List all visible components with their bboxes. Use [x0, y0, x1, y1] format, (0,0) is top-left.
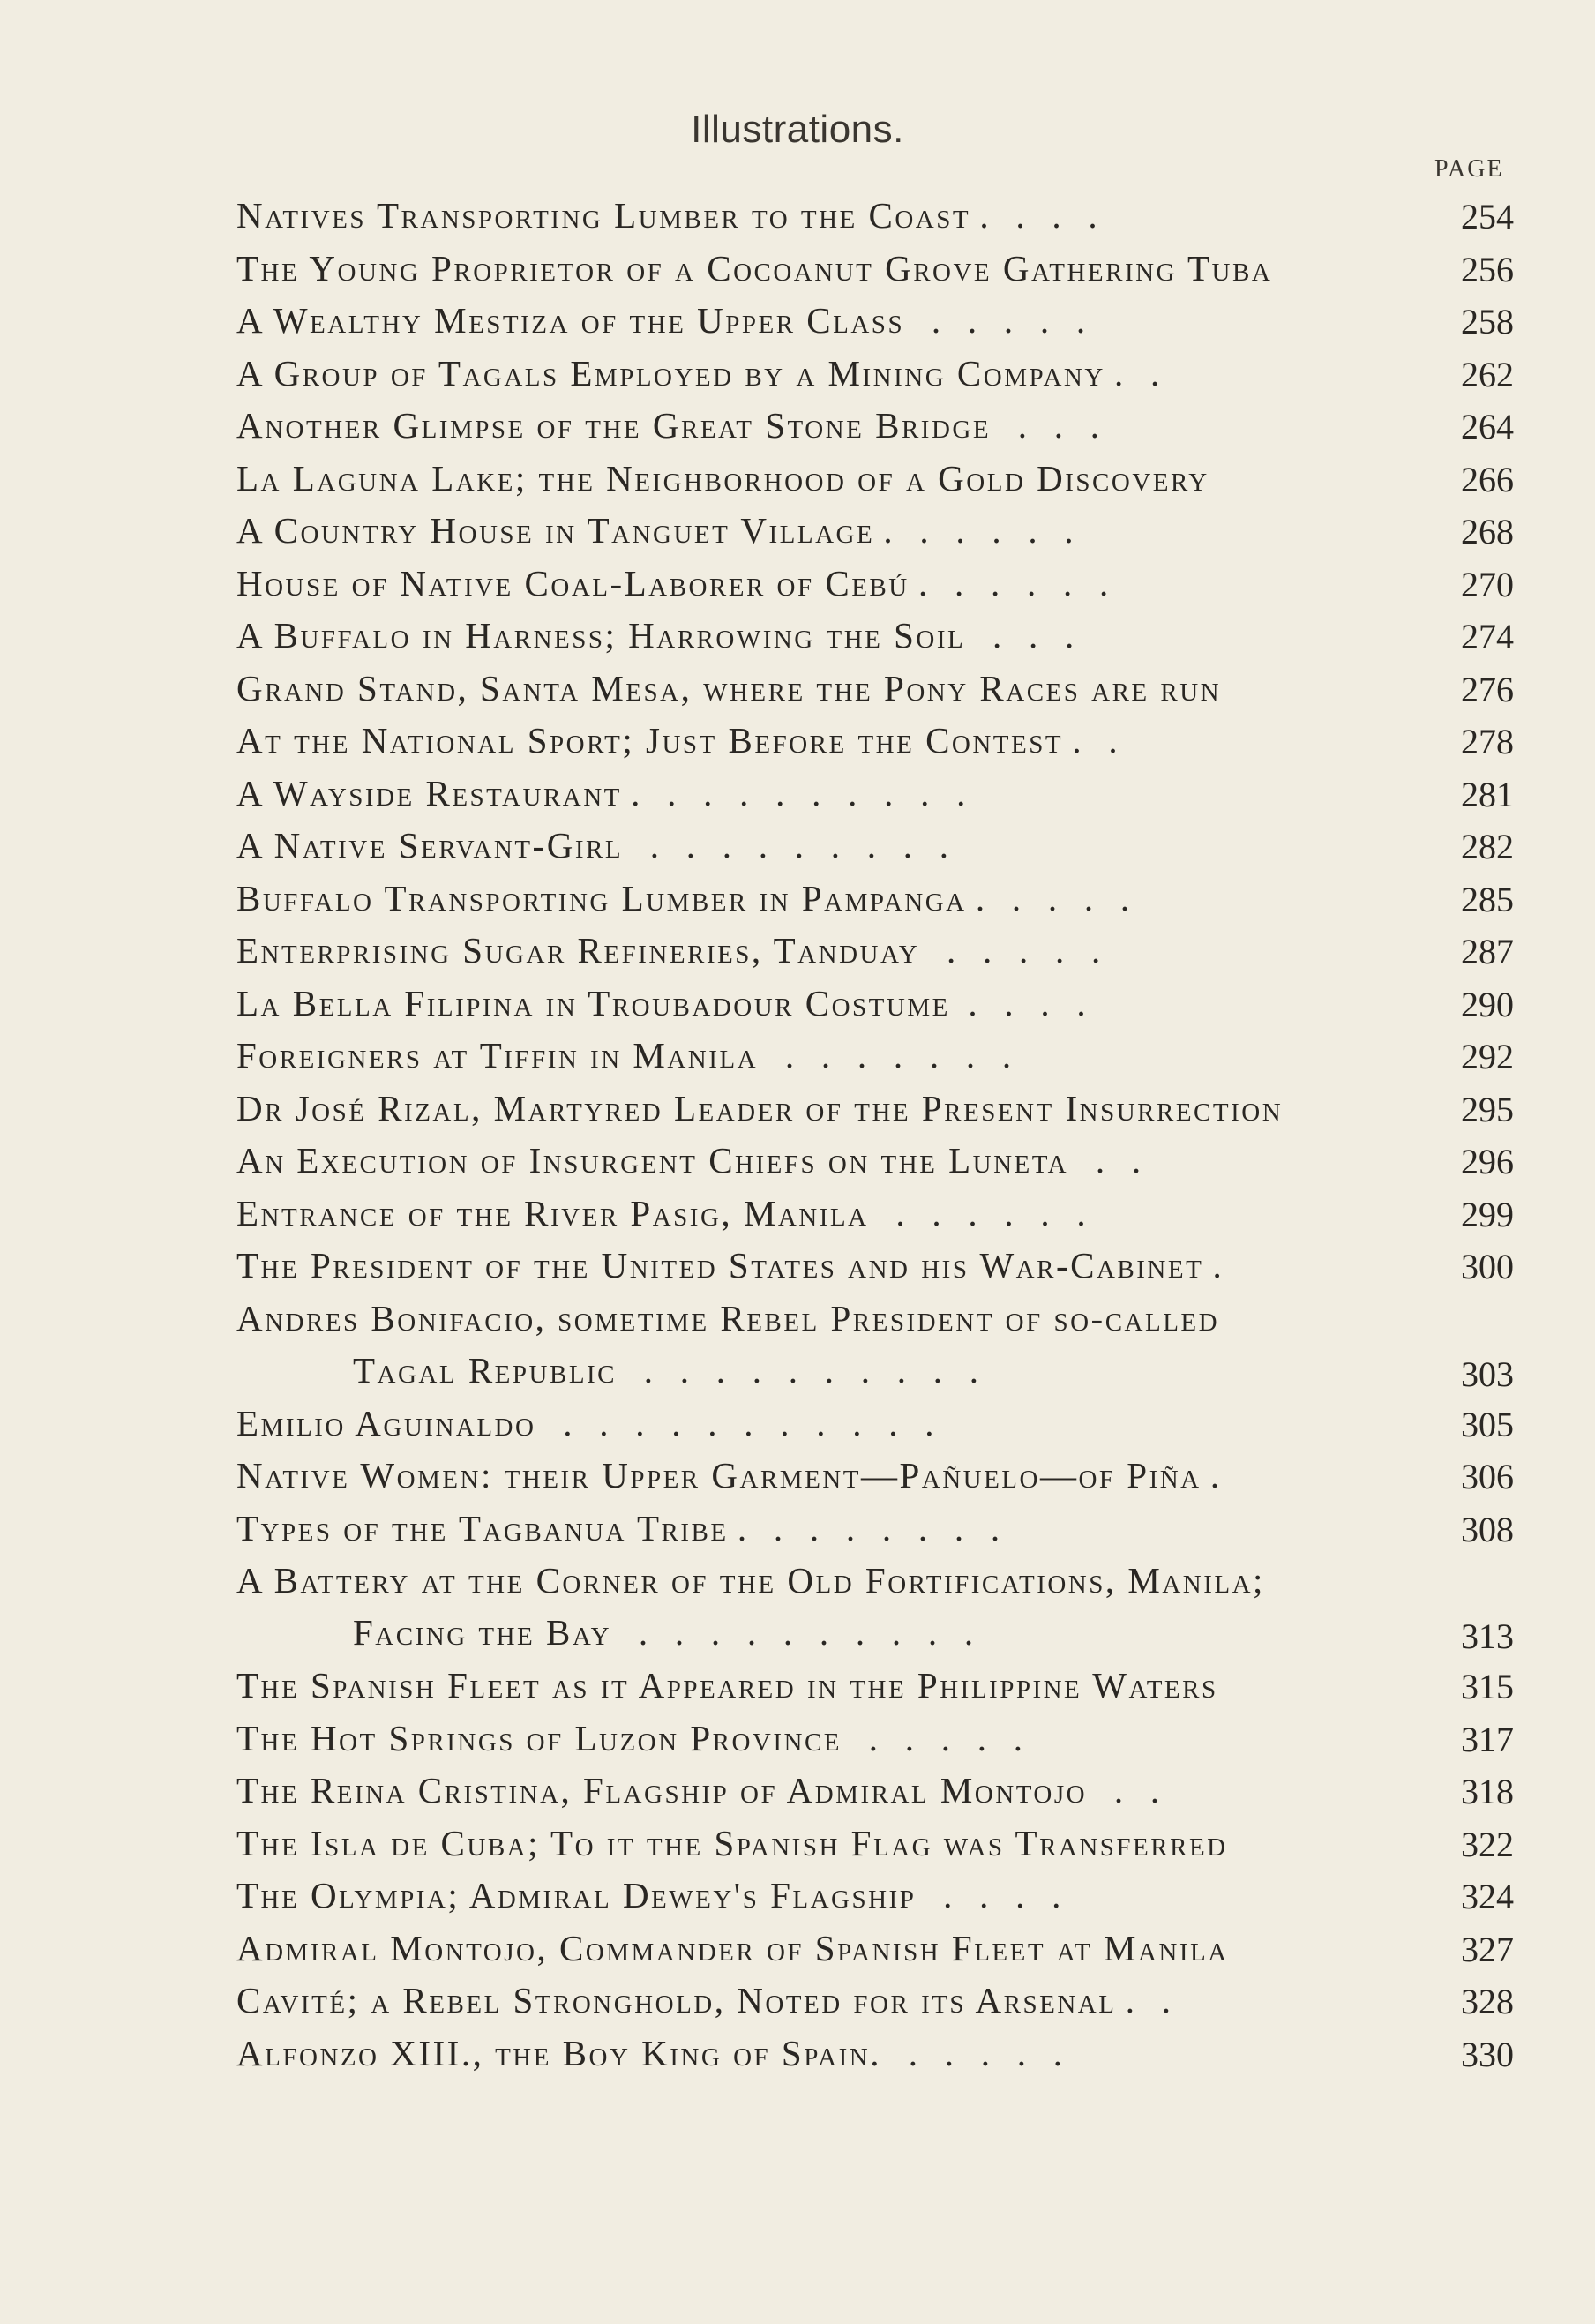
dot-leader: . . . . [970, 195, 1097, 236]
illustration-title-text: A Wealthy Mestiza of the Upper Class [236, 300, 905, 341]
illustration-title [236, 300, 1086, 341]
page-heading: Illustrations. [691, 108, 904, 151]
illustration-title-text: Natives Transporting Lumber to the Coast [236, 195, 971, 236]
list-item [0, 772, 1595, 828]
illustration-title [236, 247, 1273, 289]
list-item [0, 615, 1595, 671]
list-item [0, 1980, 1595, 2035]
list-item [0, 930, 1595, 986]
illustration-title-text: Entrance of the River Pasig, Manila [236, 1192, 869, 1233]
page-number: 303 [1461, 1353, 1514, 1394]
illustration-title [236, 405, 1100, 446]
illustration-title [236, 1402, 934, 1443]
illustration-title-text: Cavité; a Rebel Stronghold, Noted for its Arsenal [236, 1980, 1117, 2020]
page-number: 295 [1461, 1089, 1514, 1129]
page-number: 266 [1461, 459, 1514, 499]
illustration-title-text: The Spanish Fleet as it Appeared in the Philippine Waters [236, 1665, 1218, 1706]
illustration-title [236, 825, 949, 866]
illustration-title-continuation [353, 1612, 1265, 1653]
illustration-title-text: Admiral Montojo, Commander of Spanish Fleet at Manila [236, 1927, 1229, 1968]
illustration-title [236, 1297, 1220, 1391]
illustration-title-text: Dr José Rizal, Martyred Leader of the Present Insurrection [236, 1087, 1284, 1128]
page-number: 264 [1461, 407, 1514, 446]
page-number: 285 [1461, 879, 1514, 919]
illustration-title-text: A Group of Tagals Employed by a Mining Company [236, 352, 1105, 394]
list-item [0, 1560, 1595, 1668]
page-number: 282 [1461, 827, 1514, 866]
page-number: 306 [1461, 1457, 1514, 1496]
dot-leader: . . . . . [966, 877, 1130, 918]
list-item [0, 2032, 1595, 2088]
illustration-title [236, 1455, 1220, 1496]
illustration-title [236, 1980, 1171, 2020]
page-number: 299 [1461, 1194, 1514, 1234]
illustration-title-text: Buffalo Transporting Lumber in Pampanga [236, 877, 967, 918]
illustration-title-text: Emilio Aguinaldo [236, 1402, 536, 1443]
illustration-title-text: A Wayside Restaurant [236, 772, 622, 813]
page-number: 328 [1461, 1982, 1514, 2021]
illustration-title [236, 1717, 1023, 1758]
list-item [0, 1087, 1595, 1143]
page-number: 308 [1461, 1509, 1514, 1549]
page-number: 300 [1461, 1247, 1514, 1286]
list-item [0, 1770, 1595, 1825]
illustration-title-text: Alfonzo XIII., the Boy King of Spain. [236, 2032, 881, 2073]
illustration-title-text: House of Native Coal-Laborer of Cebú [236, 562, 910, 603]
dot-leader: . . [1105, 352, 1160, 394]
dot-leader: . . [1063, 720, 1118, 761]
page-number: 287 [1461, 932, 1514, 971]
dot-leader: . [1203, 1245, 1222, 1286]
illustration-title [236, 982, 1086, 1023]
list-item [0, 720, 1595, 776]
dot-leader: . . [1068, 1140, 1142, 1181]
illustration-title [236, 1245, 1222, 1286]
illustration-title-text: Foreigners at Tiffin in Manila [236, 1035, 759, 1076]
page-number: 262 [1461, 354, 1514, 394]
illustration-title-text: An Execution of Insurgent Chiefs on the Luneta [236, 1140, 1069, 1181]
illustration-title [236, 1770, 1160, 1810]
dot-leader: . . . . . [842, 1717, 1023, 1758]
page-number: 322 [1461, 1824, 1514, 1864]
list-item [0, 510, 1595, 566]
illustration-title [236, 1192, 1086, 1233]
dot-leader: . . . . . . . . . . [617, 1349, 979, 1391]
page-number: 292 [1461, 1037, 1514, 1076]
page-number: 276 [1461, 669, 1514, 709]
list-item [0, 562, 1595, 618]
illustration-title [236, 615, 1075, 656]
page-number: 268 [1461, 512, 1514, 551]
list-item [0, 1717, 1595, 1773]
illustration-title [236, 930, 1101, 971]
illustration-title [236, 352, 1160, 394]
page-number: 324 [1461, 1877, 1514, 1916]
illustration-title-text: The Hot Springs of Luzon Province [236, 1717, 842, 1758]
illustration-title [236, 1560, 1265, 1653]
illustration-title [236, 1035, 1012, 1076]
list-item [0, 195, 1595, 251]
dot-leader: . . . . . [919, 930, 1101, 971]
illustration-title-text: The President of the United States and his War-Cabinet [236, 1245, 1204, 1286]
illustration-title [236, 2032, 1062, 2073]
illustration-title-text: A Buffalo in Harness; Harrowing the Soil [236, 615, 966, 656]
dot-leader: . . . . . . [874, 510, 1074, 551]
list-item [0, 1875, 1595, 1930]
page-number: 305 [1461, 1404, 1514, 1444]
dot-leader: . . . [991, 405, 1100, 446]
dot-leader: . . . [965, 615, 1075, 656]
illustration-title-text: A Battery at the Corner of the Old Fortifications, Manila; [236, 1560, 1265, 1601]
page-number: 274 [1461, 617, 1514, 656]
illustration-title-text: La Bella Filipina in Troubadour Costume [236, 982, 950, 1023]
list-item [0, 1822, 1595, 1878]
page-number: 317 [1461, 1719, 1514, 1759]
illustration-title-text: The Reina Cristina, Flagship of Admiral Montojo [236, 1770, 1088, 1810]
dot-leader: . . . . . . . . . [623, 825, 949, 866]
list-item [0, 352, 1595, 409]
illustration-title [236, 1140, 1142, 1181]
page-number: 270 [1461, 564, 1514, 604]
list-item [0, 1245, 1595, 1301]
illustration-title [236, 1665, 1218, 1706]
page-number: 290 [1461, 984, 1514, 1024]
page-number: 330 [1461, 2034, 1514, 2074]
illustration-title-text: A Country House in Tanguet Village [236, 510, 875, 551]
dot-leader: . . . . . . . . [728, 1507, 1000, 1548]
illustration-title [236, 877, 1130, 918]
dot-leader: . . . . . . . . . . [611, 1612, 974, 1653]
dot-leader: . . . . . . [868, 1192, 1086, 1233]
dot-leader: . . . . . . . . . . [621, 772, 966, 813]
list-item [0, 982, 1595, 1038]
illustration-title-text: At the National Sport; Just Before the Contest [236, 720, 1064, 761]
list-item [0, 405, 1595, 461]
illustration-title-text: The Young Proprietor of a Cocoanut Grove Gathering Tuba [236, 247, 1273, 289]
illustration-title-text: Grand Stand, Santa Mesa, where the Pony Races are run [236, 667, 1222, 708]
page-number: 313 [1461, 1616, 1514, 1656]
illustration-title [236, 772, 966, 813]
illustration-title [236, 720, 1118, 761]
page-number: 258 [1461, 302, 1514, 341]
illustration-title-continuation-text: Facing the Bay [353, 1612, 612, 1653]
dot-leader: . . . . [949, 982, 1086, 1023]
list-item [0, 300, 1595, 356]
illustration-title [236, 1507, 1000, 1548]
page-number: 318 [1461, 1772, 1514, 1811]
illustration-title-continuation-text: Tagal Republic [353, 1349, 618, 1391]
page-number: 327 [1461, 1929, 1514, 1969]
illustration-title [236, 195, 1097, 236]
illustration-title-text: La Laguna Lake; the Neighborhood of a Gold Discovery [236, 457, 1209, 499]
dot-leader: . . [1087, 1770, 1160, 1810]
list-item [0, 1297, 1595, 1406]
dot-leader: . [1201, 1455, 1220, 1496]
list-item [0, 667, 1595, 723]
list-item [0, 1035, 1595, 1091]
illustration-title [236, 510, 1074, 551]
list-item [0, 1402, 1595, 1458]
illustration-title-text: Enterprising Sugar Refineries, Tanduay [236, 930, 920, 971]
page-number: 254 [1461, 197, 1514, 236]
list-item [0, 825, 1595, 881]
illustration-title-text: The Isla de Cuba; To it the Spanish Flag was Transferred [236, 1822, 1228, 1863]
dot-leader: . . . . . . . [758, 1035, 1012, 1076]
illustration-title-text: Native Women: their Upper Garment—Pañuelo—of Piña [236, 1455, 1202, 1496]
illustrations-list [0, 195, 1595, 2088]
list-item [0, 1192, 1595, 1248]
list-item [0, 247, 1595, 304]
illustration-title [236, 1927, 1229, 1968]
list-item [0, 457, 1595, 514]
list-item [0, 877, 1595, 933]
page-number: 296 [1461, 1142, 1514, 1181]
page-column-label: PAGE [1434, 155, 1504, 183]
page-number: 315 [1461, 1667, 1514, 1706]
dot-leader: . . . . . . [909, 562, 1109, 603]
illustration-title-continuation [353, 1349, 1219, 1391]
illustration-title-text: Types of the Tagbanua Tribe [236, 1507, 729, 1548]
list-item [0, 1455, 1595, 1511]
illustration-title-text: Andres Bonifacio, sometime Rebel President of so-called [236, 1297, 1220, 1338]
list-item [0, 1507, 1595, 1563]
dot-leader: . . . . [916, 1875, 1061, 1915]
page-number: 278 [1461, 722, 1514, 761]
list-item [0, 1927, 1595, 1983]
dot-leader: . . . . . [904, 300, 1086, 341]
illustration-title [236, 562, 1109, 603]
illustration-title [236, 1087, 1284, 1128]
illustration-title-text: Another Glimpse of the Great Stone Bridge [236, 405, 992, 446]
illustration-title [236, 1822, 1228, 1863]
list-item [0, 1665, 1595, 1721]
dot-leader: . . . . . [880, 2032, 1062, 2073]
illustration-title-text: A Native Servant-Girl [236, 825, 624, 866]
illustration-title [236, 457, 1209, 499]
dot-leader: . . . . . . . . . . . [535, 1402, 934, 1443]
list-item [0, 1140, 1595, 1196]
dot-leader: . . [1116, 1980, 1171, 2020]
page-number: 281 [1461, 774, 1514, 814]
illustration-title-text: The Olympia; Admiral Dewey's Flagship [236, 1875, 917, 1915]
page-number: 256 [1461, 249, 1514, 289]
illustration-title [236, 667, 1222, 708]
illustration-title [236, 1875, 1061, 1915]
